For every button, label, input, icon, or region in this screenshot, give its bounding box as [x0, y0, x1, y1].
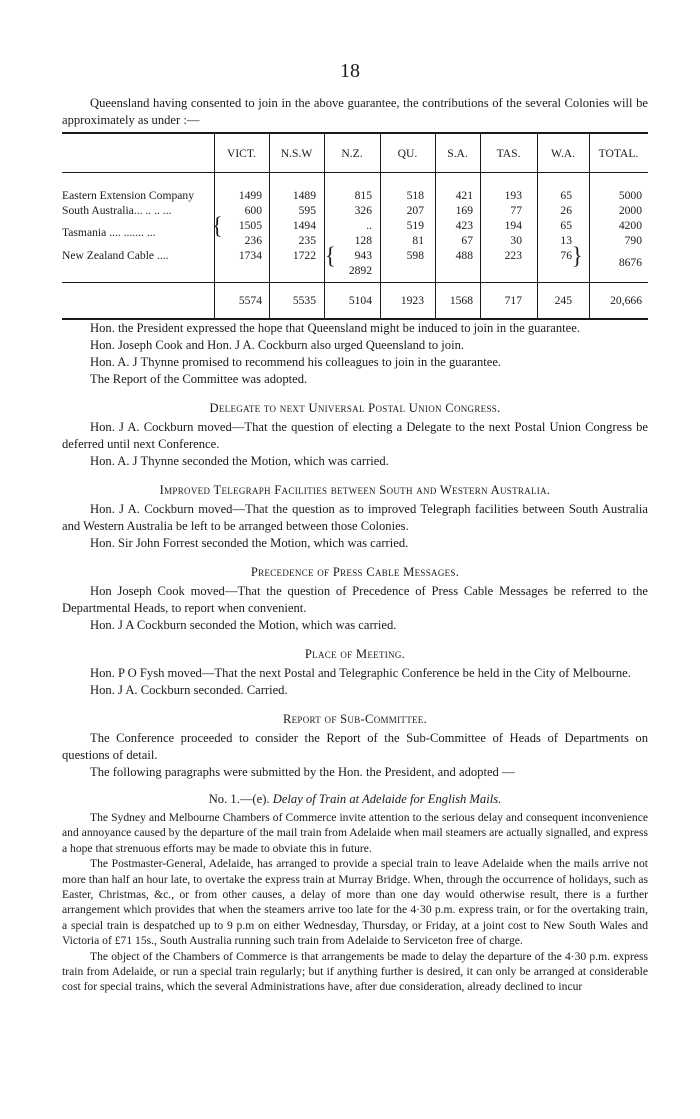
table-cell: 128	[354, 234, 372, 247]
paragraph: Hon Joseph Cook moved—That the question of Precedence of Press Cable Messages be referred to the Departmental Heads, to report when convenient.	[62, 584, 648, 615]
table-cell: 1505	[238, 219, 262, 232]
table-cell: 207	[406, 204, 424, 217]
brace-symbol: {	[212, 211, 223, 240]
table-cell: 1734	[238, 249, 262, 262]
table-cell: 2000	[618, 204, 642, 217]
paragraph: The object of the Chambers of Commerce is that arrangements be made to delay the departure of the 4·30 p.m. express train from Adelaide, or run a special train regularly; but if anything further is desired, it can only be arranged at considerable cost for special trains, which the several Administrations have, after due consideration, already declined to incur	[62, 949, 648, 994]
subsection-heading	[62, 791, 648, 808]
table-cell: 26	[560, 204, 572, 217]
table-cell: 815	[354, 189, 372, 202]
table-cell: 488	[455, 249, 473, 262]
table-totals-rule	[62, 282, 648, 283]
total-cell: 1923	[400, 294, 424, 307]
page-number: 18	[340, 60, 360, 82]
table-cell: 1722	[292, 249, 316, 262]
paragraph: The Report of the Committee was adopted.	[90, 372, 308, 386]
table-cell: 67	[461, 234, 473, 247]
table-cell: 421	[455, 189, 473, 202]
table-cell: 598	[406, 249, 424, 262]
header-total: TOTAL.	[598, 147, 639, 160]
table-cell: 65	[560, 219, 572, 232]
paragraph: Hon. A. J Thynne promised to recommend his colleagues to join in the guarantee.	[90, 355, 502, 369]
paragraph: Hon. the President expressed the hope that Queensland might be induced to join in the guarantee.	[90, 321, 580, 335]
col-divider	[324, 132, 325, 320]
col-divider	[380, 132, 381, 320]
table-cell: 193	[504, 189, 522, 202]
paragraph: The Postmaster-General, Adelaide, has arranged to provide a special train to leave Adelaide when the mails arrive not more than half an hour late, to overtake the express train at Murray Bridge. When, through the occurrence of holidays, such as Easter, Christmas, &c., or from other causes, a delay of more than one day would otherwise result, there is a further arrangement which provides that when the steamers arrive too late for the 4·30 p.m. express train, or for the overtaking train, a special train is despatched up to 9 p.m on either Wednesday, Thursday, or Friday, at a joint cost to New South Wales and Victoria of £71 15s., South Australia running such train from Adelaide to Serviceton free of charge.	[62, 857, 648, 948]
intro-text: Queensland having consented to join in the above guarantee, the contributions of the several Colonies will be approximately as under :—	[62, 96, 648, 127]
table-cell: 326	[354, 204, 372, 217]
table-header-rule	[62, 172, 648, 173]
table-cell: 30	[510, 234, 522, 247]
col-divider	[269, 132, 270, 320]
total-cell: 5535	[292, 294, 316, 307]
paragraph: The following paragraphs were submitted by the Hon. the President, and adopted —	[90, 765, 515, 779]
table-cell: 423	[455, 219, 473, 232]
header-qu: QU.	[397, 147, 418, 160]
table-cell: 519	[406, 219, 424, 232]
subsection-title: Delay of Train at Adelaide for English Mails.	[272, 792, 502, 806]
table-cell: 2892	[348, 264, 372, 277]
header-tas: TAS.	[496, 147, 521, 160]
table-cell: 13	[560, 234, 572, 247]
section-heading: Delegate to next Universal Postal Union Congress.	[209, 401, 501, 415]
header-nz: N.Z.	[341, 147, 363, 160]
table-cell: 169	[455, 204, 473, 217]
table-cell: 595	[298, 204, 316, 217]
total-cell: 245	[554, 294, 572, 307]
subsection-number: No. 1.—(e).	[208, 792, 270, 806]
table-cell: 1499	[238, 189, 262, 202]
header-nsw: N.S.W	[280, 147, 313, 160]
brace-symbol: }	[572, 241, 583, 270]
table-top-rule	[62, 132, 648, 134]
paragraph: Hon. J A. Cockburn seconded. Carried.	[90, 683, 288, 697]
paragraph: Hon. J A Cockburn seconded the Motion, which was carried.	[90, 618, 397, 632]
table-cell: 790	[624, 234, 642, 247]
table-cell: 76	[560, 249, 572, 262]
total-cell: 20,666	[610, 294, 642, 307]
paragraph: Hon. Sir John Forrest seconded the Motion, which was carried.	[90, 536, 409, 550]
row-label: South Australia... .. .. ...	[62, 204, 172, 217]
intro-paragraph	[62, 95, 648, 129]
table-cell: 65	[560, 189, 572, 202]
brace-symbol: {	[325, 241, 336, 270]
table-cell: 8676	[618, 256, 642, 269]
table-cell: ..	[366, 219, 372, 232]
table-cell: 77	[510, 204, 522, 217]
paragraph: Hon. J A. Cockburn moved—That the question of electing a Delegate to the next Postal Union Congress be deferred until next Conference.	[62, 420, 648, 451]
col-divider	[480, 132, 481, 320]
contributions-table	[62, 132, 648, 320]
table-cell: 236	[244, 234, 262, 247]
table-cell: 600	[244, 204, 262, 217]
row-label: Eastern Extension Company	[62, 189, 195, 202]
table-cell: 1494	[292, 219, 316, 232]
table-cell: 943	[354, 249, 372, 262]
table-cell: 235	[298, 234, 316, 247]
table-cell: 194	[504, 219, 522, 232]
table-cell: 5000	[618, 189, 642, 202]
table-cell: 1489	[292, 189, 316, 202]
section-heading: Precedence of Press Cable Messages.	[250, 565, 460, 579]
header-sa: S.A.	[447, 147, 468, 160]
table-cell: 4200	[618, 219, 642, 232]
paragraph: Hon. A. J Thynne seconded the Motion, which was carried.	[90, 454, 389, 468]
paragraph: Hon. P O Fysh moved—That the next Postal and Telegraphic Conference be held in the City of Melbourne.	[90, 666, 631, 680]
paragraph: The Conference proceeded to consider the Report of the Sub-Committee of Heads of Departments on questions of detail.	[62, 731, 648, 762]
paragraph: Hon. Joseph Cook and Hon. J A. Cockburn also urged Queensland to join.	[90, 338, 465, 352]
body-text	[62, 320, 648, 995]
total-cell: 1568	[449, 294, 473, 307]
paragraph: Hon. J A. Cockburn moved—That the question as to improved Telegraph facilities between South Australia and Western Australia be left to be arranged between those Colonies.	[62, 502, 648, 533]
total-cell: 5104	[348, 294, 372, 307]
section-heading: Place of Meeting.	[304, 647, 406, 661]
col-divider	[435, 132, 436, 320]
total-cell: 717	[504, 294, 522, 307]
table-cell: 223	[504, 249, 522, 262]
header-vict: VICT.	[226, 147, 257, 160]
col-divider	[537, 132, 538, 320]
paragraph: The Sydney and Melbourne Chambers of Commerce invite attention to the serious delay and consequent inconvenience and annoyance caused by the departure of the mail train from Adelaide when mail steamers are actually signalled, and express a hope that strenuous efforts may be made to obviate this in future.	[62, 811, 648, 855]
section-heading: Improved Telegraph Facilities between South and Western Australia.	[159, 483, 551, 497]
total-cell: 5574	[238, 294, 262, 307]
header-wa: W.A.	[550, 147, 576, 160]
row-label: New Zealand Cable ....	[62, 249, 169, 262]
col-divider	[589, 132, 590, 320]
table-cell: 518	[406, 189, 424, 202]
table-cell: 81	[412, 234, 424, 247]
section-heading: Report of Sub-Committee.	[282, 712, 428, 726]
row-label: Tasmania .... ....... ...	[62, 226, 156, 239]
